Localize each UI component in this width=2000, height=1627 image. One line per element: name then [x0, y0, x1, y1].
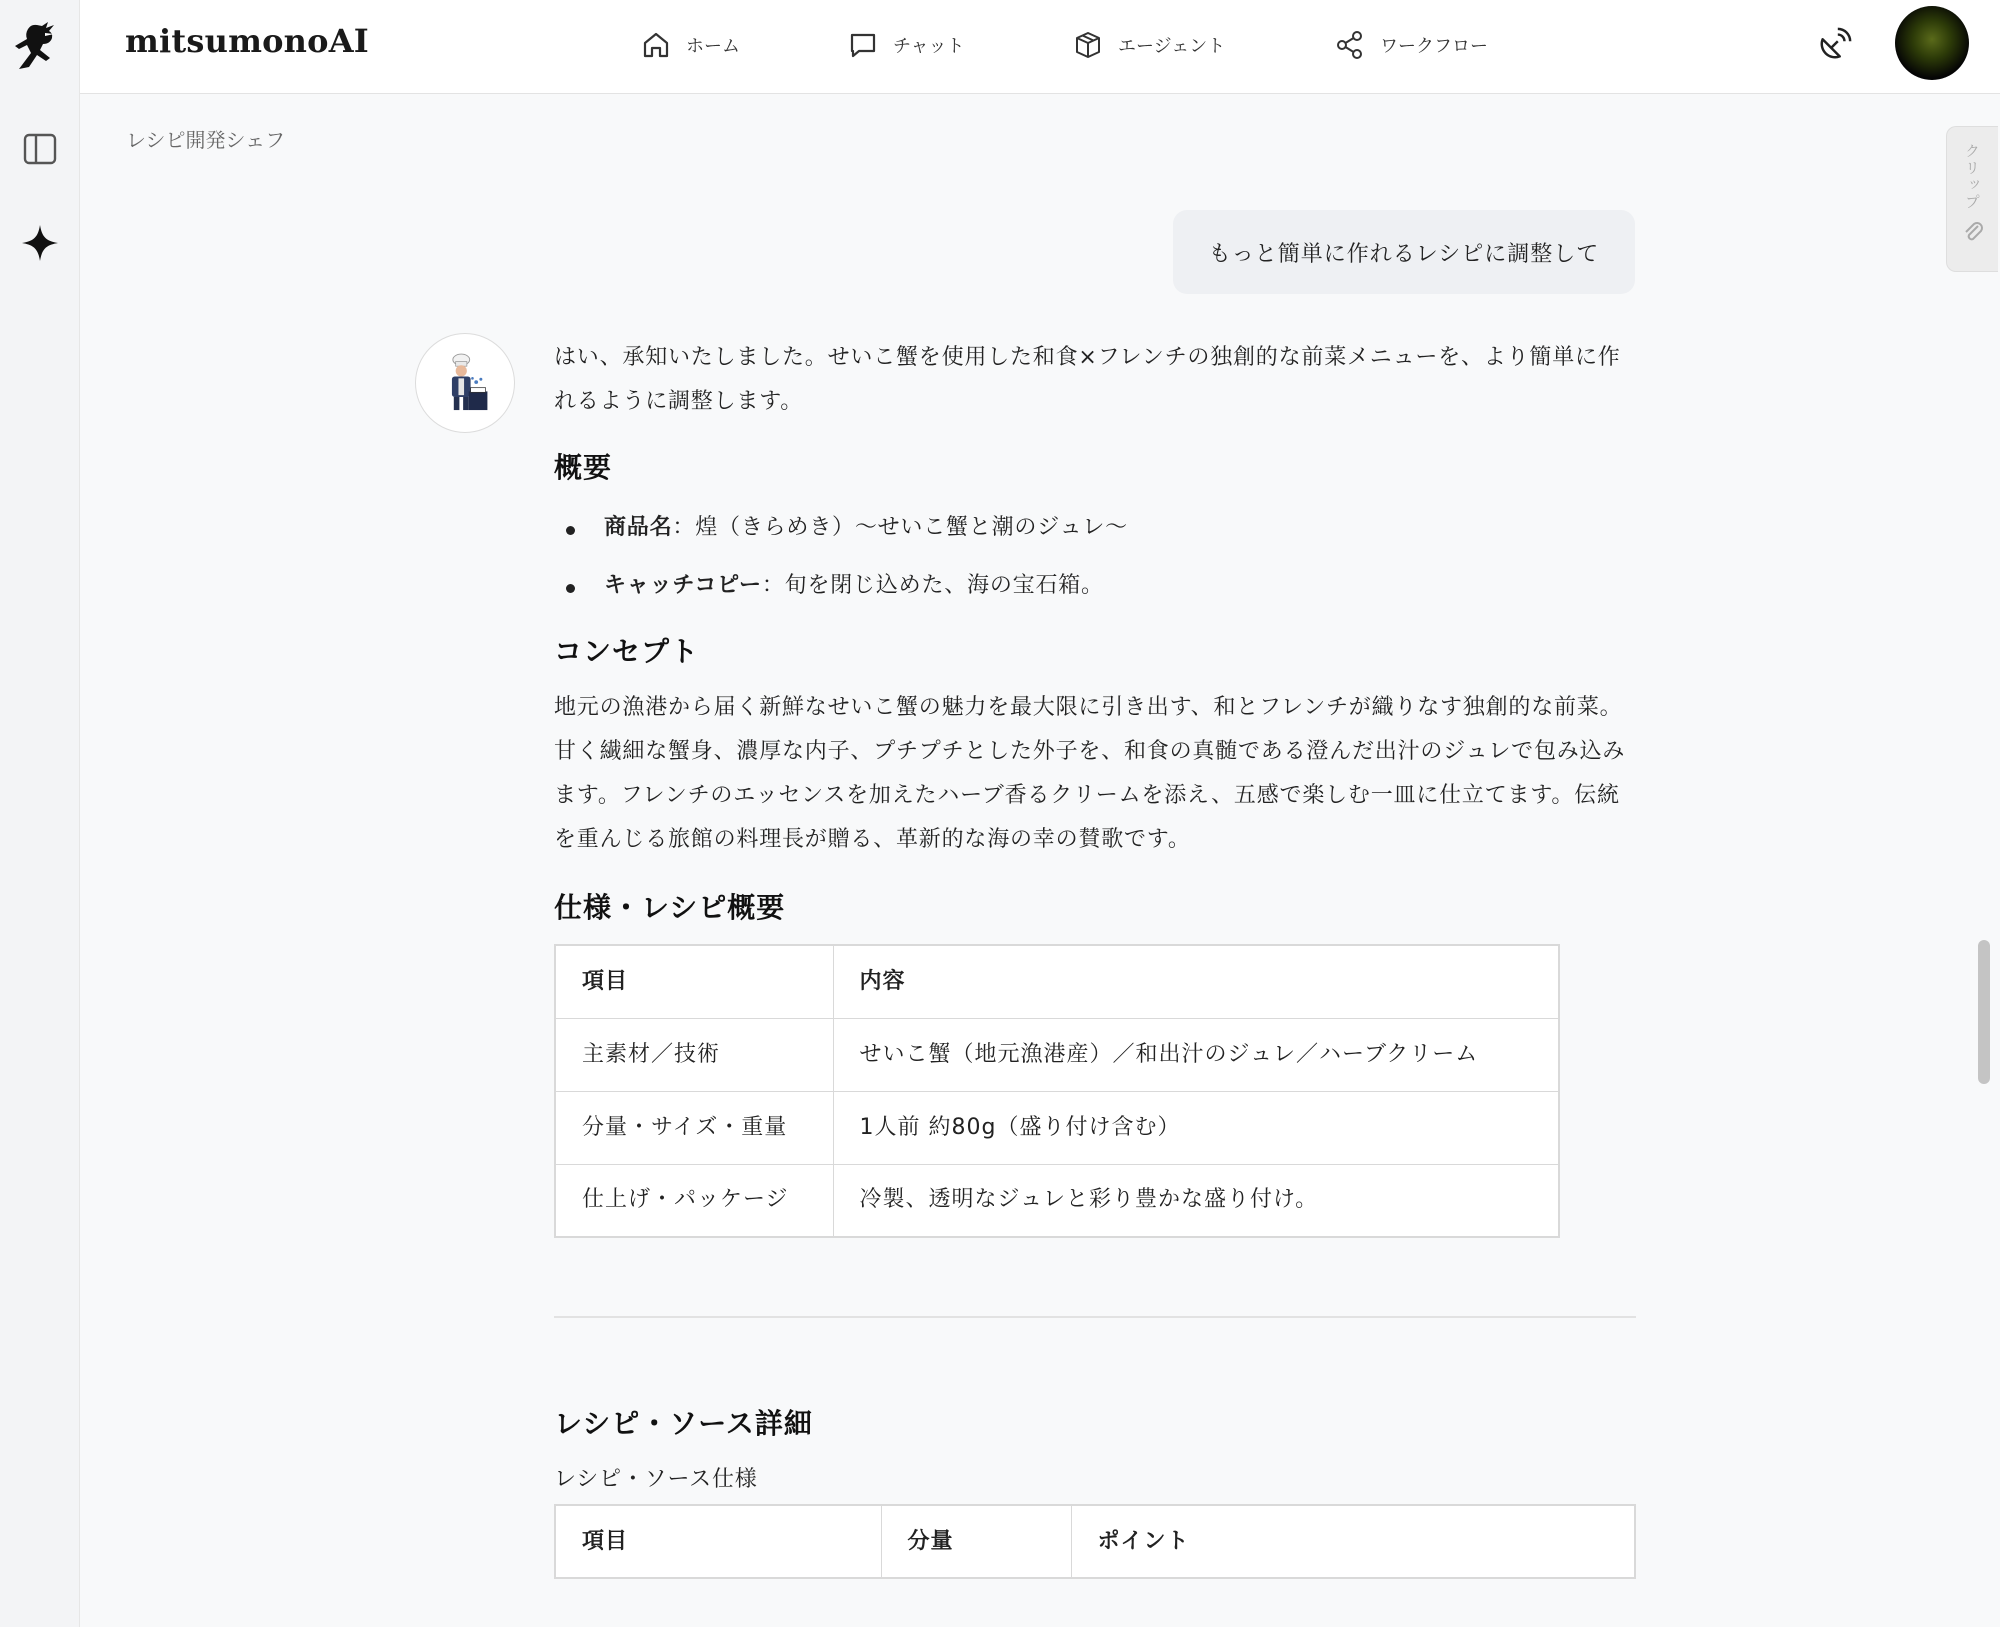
- cube-icon: [1072, 29, 1104, 61]
- user-message-bubble: [1173, 210, 1635, 294]
- top-header: [80, 0, 2000, 94]
- table-header-cell: 項目: [555, 945, 833, 1018]
- table-cell: 1人前 約80g（盛り付け含む）: [833, 1091, 1559, 1164]
- satellite-dish-icon: [1815, 26, 1853, 64]
- recipe-subheading: レシピ・ソース仕様: [554, 1467, 758, 1492]
- table-cell: 冷製、透明なジュレと彩り豊かな盛り付け。: [833, 1164, 1559, 1237]
- chef-icon: [437, 350, 493, 416]
- home-icon: [640, 29, 672, 61]
- clip-tab-label: クリップ: [1963, 143, 1981, 211]
- assistant-message: [554, 332, 1636, 1579]
- list-item: [554, 506, 1636, 550]
- left-rail: [0, 0, 80, 1627]
- overview-label: 商品名: [604, 515, 673, 540]
- concept-heading: コンセプト: [554, 635, 700, 668]
- sidebar-panel-icon: [22, 131, 58, 167]
- nav-label-chat: チャット: [893, 36, 965, 57]
- recipe-heading: レシピ・ソース詳細: [554, 1407, 813, 1440]
- table-cell: 主素材／技術: [555, 1018, 833, 1091]
- nav-item-agent[interactable]: [1072, 24, 1225, 66]
- overview-list: [554, 506, 1636, 608]
- table-row: [555, 1164, 1559, 1237]
- nav-item-chat[interactable]: [847, 24, 964, 66]
- table-header-cell: 分量: [881, 1505, 1071, 1578]
- nav-label-home: ホーム: [686, 36, 740, 57]
- table-header-row: [555, 945, 1559, 1018]
- table-row: [555, 1091, 1559, 1164]
- clip-tab[interactable]: [1946, 126, 1998, 272]
- table-header-cell: ポイント: [1071, 1505, 1635, 1578]
- broadcast-button[interactable]: [1813, 24, 1855, 66]
- table-cell: 仕上げ・パッケージ: [555, 1164, 833, 1237]
- recipe-table: [554, 1504, 1636, 1579]
- overview-value: 煌（きらめき）〜せいこ蟹と潮のジュレ〜: [695, 515, 1128, 540]
- sidebar-toggle-button[interactable]: [18, 127, 62, 171]
- ninja-logo-icon[interactable]: [12, 20, 68, 80]
- user-message-text: もっと簡単に作れるレシピに調整して: [1208, 241, 1600, 267]
- concept-text: 地元の漁港から届く新鮮なせいこ蟹の魅力を最大限に引き出す、和とフレンチが織りなす独創的な前菜。甘く繊細な蟹身、濃厚な内子、プチプチとした外子を、和食の真髄である澄んだ出汁のジュレで包み込みます。フレンチのエッセンスを加えたハーブ香るクリームを添え、五感で楽しむ一皿に仕立てます。伝統を重んじる旅館の料理長が贈る、革新的な海の幸の賛歌です。: [554, 695, 1626, 852]
- table-cell: せいこ蟹（地元漁港産）／和出汁のジュレ／ハーブクリーム: [833, 1018, 1559, 1091]
- spec-table: [554, 944, 1560, 1238]
- overview-heading: 概要: [554, 451, 613, 484]
- table-row: [555, 1018, 1559, 1091]
- overview-label: キャッチコピー: [604, 573, 762, 598]
- list-item: [554, 564, 1636, 608]
- chat-icon: [847, 29, 879, 61]
- overview-separator: ：: [761, 573, 785, 598]
- table-header-cell: 内容: [833, 945, 1559, 1018]
- table-header-cell: 項目: [555, 1505, 881, 1578]
- nav-label-workflow: ワークフロー: [1380, 36, 1488, 57]
- overview-separator: ：: [672, 515, 696, 540]
- assistant-avatar: [415, 333, 515, 433]
- user-avatar[interactable]: [1895, 6, 1969, 80]
- nav-label-agent: エージェント: [1118, 36, 1226, 57]
- sparkle-icon: [20, 223, 60, 263]
- spec-heading: 仕様・レシピ概要: [554, 891, 786, 924]
- sparkle-button[interactable]: [18, 221, 62, 265]
- scrollbar[interactable]: [1978, 940, 1990, 1084]
- share-icon: [1334, 29, 1366, 61]
- assistant-intro: はい、承知いたしました。せいこ蟹を使用した和食×フレンチの独創的な前菜メニューを、より簡単に作れるように調整します。: [554, 345, 1621, 414]
- nav-item-workflow[interactable]: [1334, 24, 1488, 66]
- paperclip-icon: [1961, 219, 1985, 243]
- table-cell: 分量・サイズ・重量: [555, 1091, 833, 1164]
- section-divider: [554, 1316, 1636, 1318]
- nav-item-home[interactable]: [640, 24, 740, 66]
- breadcrumb[interactable]: レシピ開発シェフ: [126, 128, 286, 152]
- overview-value: 旬を閉じ込めた、海の宝石箱。: [784, 573, 1104, 598]
- brand-name[interactable]: mitsumonoAI: [125, 22, 369, 60]
- table-header-row: [555, 1505, 1635, 1578]
